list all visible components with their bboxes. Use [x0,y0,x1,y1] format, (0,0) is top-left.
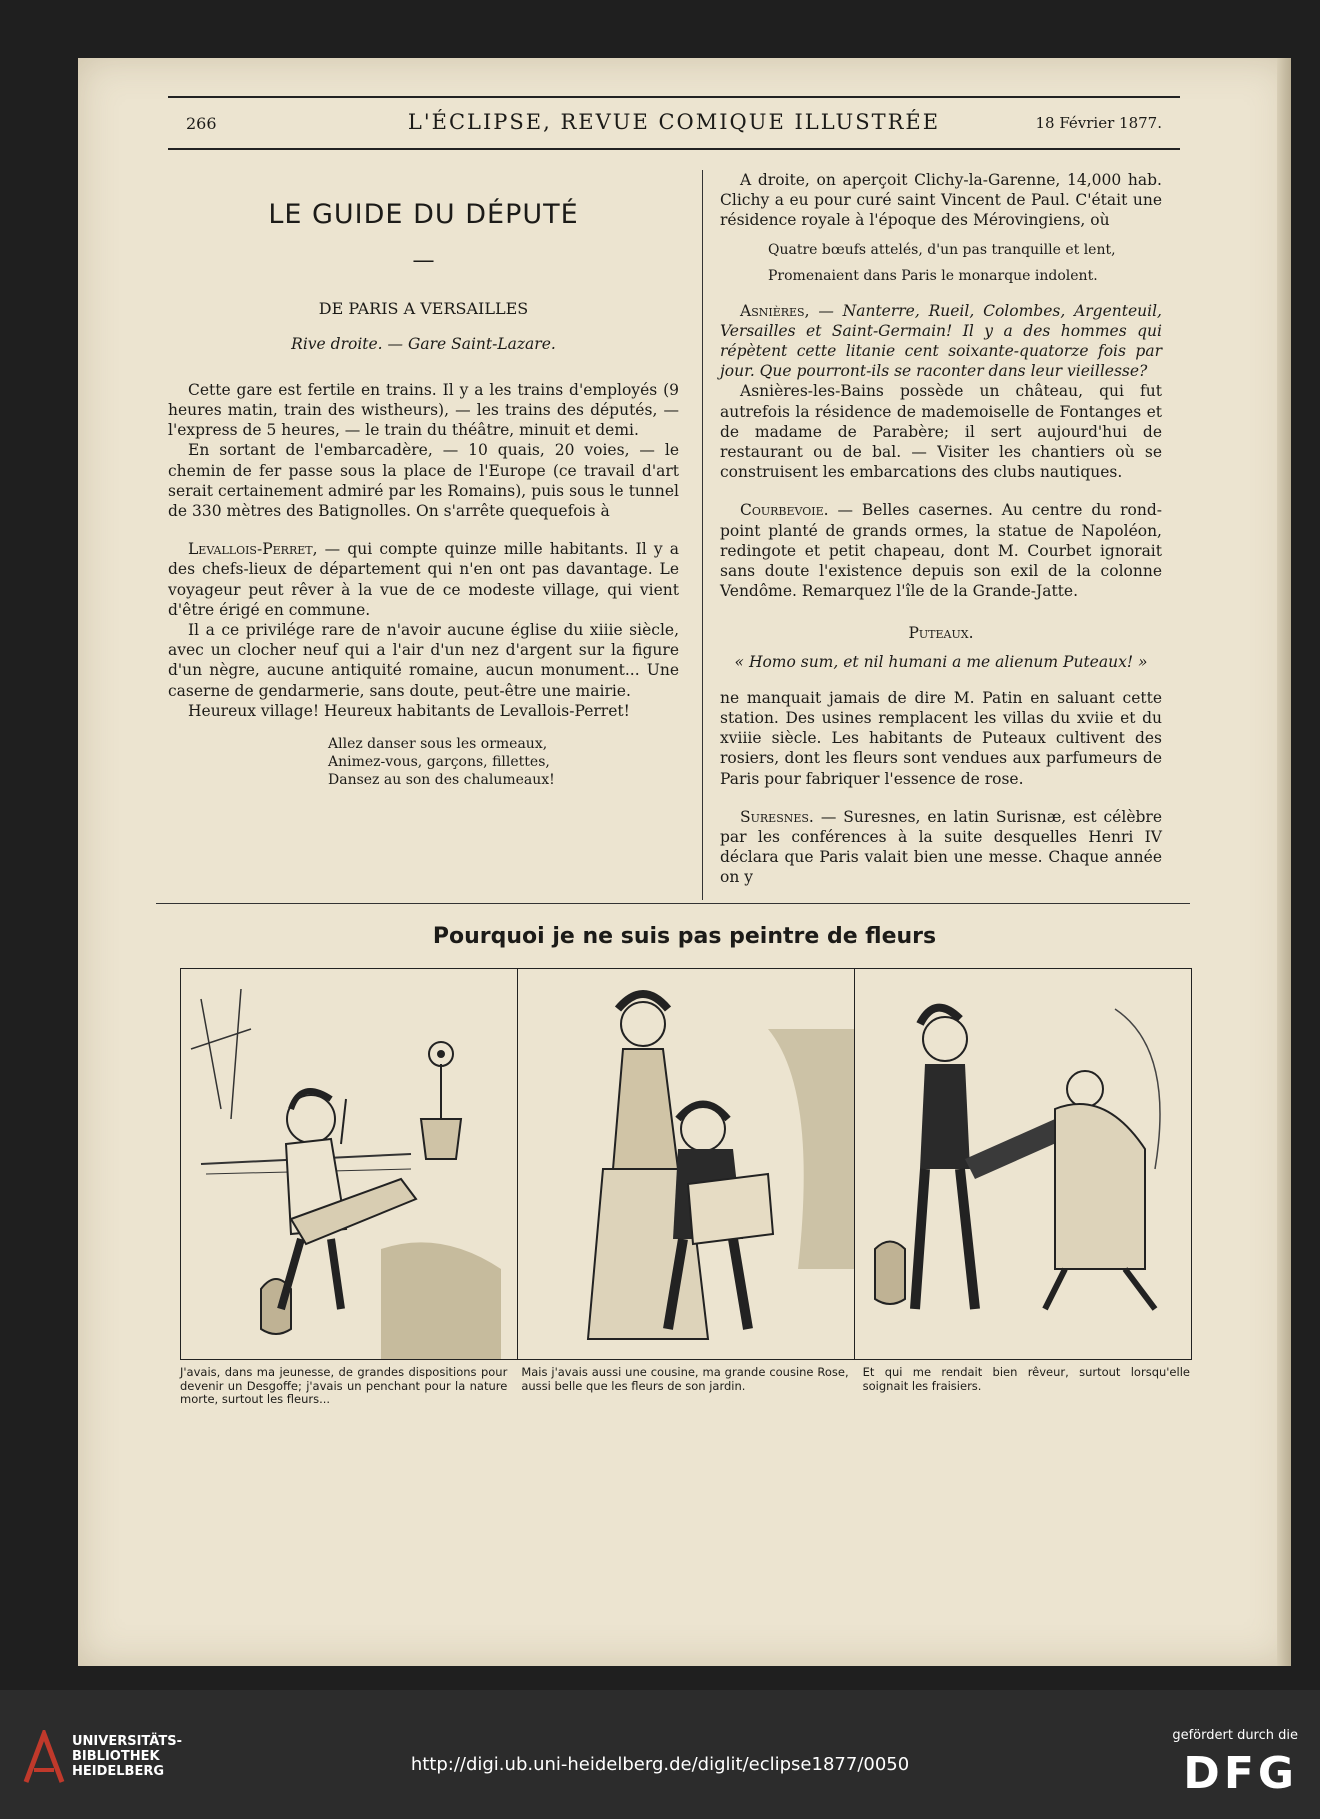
journal-title: L'ÉCLIPSE, REVUE COMIQUE ILLUSTRÉE [407,110,941,134]
caption-1: J'avais, dans ma jeunesse, de grandes dispositions pour devenir un Desgoffe; j'avais un penchant pour la nature morte, surtout les fleurs... [180,1365,508,1406]
comic-panel-1 [181,969,518,1359]
footer-bar [0,1690,1320,1819]
place-name: Suresnes. [740,807,814,826]
source-url[interactable]: http://digi.ub.uni-heidelberg.de/diglit/eclipse1877/0050 [410,1754,910,1775]
paragraph: Asnières, — Nanterre, Rueil, Colombes, Argenteuil, Versailles et Saint-Germain! Il y a des hommes qui répètent cette litanie cent soixante-quatorze fois par jour. Que pourront-ils se raconter dans leur vieillesse? [720,301,1162,381]
verse-line: Promenaient dans Paris le monarque indolent. [768,267,1098,284]
page-edge [1277,58,1291,1666]
right-column [720,170,1162,888]
latin-quote: « Homo sum, et nil humani a me alienum Puteaux! » [734,652,1148,671]
caption-2: Mais j'avais aussi une cousine, ma grande cousine Rose, aussi belle que les fleurs de son jardin. [521,1365,849,1393]
paragraph: ne manquait jamais de dire M. Patin en saluant cette station. Des usines remplacent les villas du xviie et du xviiie siècle. Les habitants de Puteaux cultivent des rosiers, dont les fleurs sont vendues aux parfumeurs de Paris pour fabriquer l'essence de rose. [720,688,1162,788]
paragraph: A droite, on aperçoit Clichy-la-Garenne, 14,000 hab. Clichy a eu pour curé saint Vincent de Paul. C'était une résidence royale à l'époque des Mérovingiens, où [720,171,1162,230]
paragraph: Heureux village! Heureux habitants de Levallois-Perret! [188,701,630,720]
left-column [168,173,679,789]
comic-panel-2 [518,969,855,1359]
paragraph: Courbevoie. — Belles casernes. Au centre du rond-point planté de grands ormes, la statue de Napoléon, redingote et petit chapeau, dont M. Courbet ignorait sans doute l'existence depuis son exil de la colonne Vendôme. Remarquez l'île de la Grande-Jatte. [720,501,1162,601]
comic-captions [180,1366,1190,1407]
article-title: LE GUIDE DU DÉPUTÉ [268,199,579,230]
place-name: Levallois-Perret, [188,540,318,559]
place-name: Courbevoie. [740,501,829,520]
cousin-rose-illustration [518,969,854,1359]
comic-panel-3 [855,969,1191,1359]
paragraph: Suresnes. — Suresnes, en latin Surisnæ, est célèbre par les conférences à la suite desquelles Henri IV déclara que Paris valait bien une messe. Chaque année on y [720,807,1162,887]
paragraph: Cette gare est fertile en trains. Il y a les trains d'employés (9 heures matin, train des wistheurs), — les trains des députés, — l'express de 5 heures, — le train du théâtre, minuit et demi. [168,380,679,440]
verse-line: Animez-vous, garçons, fillettes, [328,754,550,771]
article-subtitle: DE PARIS A VERSAILLES [318,299,529,319]
title-dash: — [412,248,435,274]
paragraph: Asnières-les-Bains possède un château, qui fut autrefois la résidence de mademoiselle de Fontanges et de madame de Parabère; il sert aujourd'hui de restaurant ou de bal. — Visiter les chantiers où se construisent les embarcations des clubs nautiques. [720,382,1162,482]
section-heading: Puteaux. [908,624,974,643]
newspaper-page [78,58,1291,1666]
painter-with-flower-illustration [181,969,517,1359]
university-name: UNIVERSITÄTS- BIBLIOTHEK HEIDELBERG [72,1734,182,1779]
section-rule [156,903,1190,904]
paragraph: Levallois-Perret, — qui compte quinze mille habitants. Il y a des chefs-lieux de département qui n'en ont pas davantage. Le voyageur peut rêver à la vue de ce modeste village, qui vient d'être érigé en commune. [168,540,679,619]
page-header [168,96,1180,150]
verse-line: Allez danser sous les ormeaux, [328,736,548,753]
comic-strip [180,968,1192,1360]
column-divider [702,170,703,900]
paragraph: En sortant de l'embarcadère, — 10 quais, 20 voies, — le chemin de fer passe sous la place de l'Europe (ce travail d'art serait certainement admiré par les Romains), puis sous le tunnel de 330 mètres des Batignolles. On s'arrête quequefois à [168,441,679,521]
verse-line: Dansez au son des chalumeaux! [328,772,555,789]
route-line: Rive droite. — Gare Saint-Lazare. [291,334,556,353]
funding-note: gefördert durch die [1172,1728,1298,1743]
issue-date: 18 Février 1877. [1035,114,1162,132]
dfg-logo: DFG [1183,1748,1298,1799]
paragraph: Il a ce privilége rare de n'avoir aucune église du xiiie siècle, avec un clocher neuf qui a l'air d'un nez d'argent sur la figure d'un nègre, aucune antiquité romaine, aucun monument... Une caserne de gendarmerie, sans doute, peut-être une mairie. [168,621,679,700]
page-number: 266 [186,114,217,133]
place-name: Asnières, [740,301,810,320]
strawberries-garden-illustration [855,969,1191,1359]
caption-3: Et qui me rendait bien rêveur, surtout lorsqu'elle soignait les fraisiers. [862,1365,1190,1393]
comic-title: Pourquoi je ne suis pas peintre de fleurs [432,924,937,949]
verse-line: Quatre bœufs attelés, d'un pas tranquille et lent, [768,241,1116,258]
